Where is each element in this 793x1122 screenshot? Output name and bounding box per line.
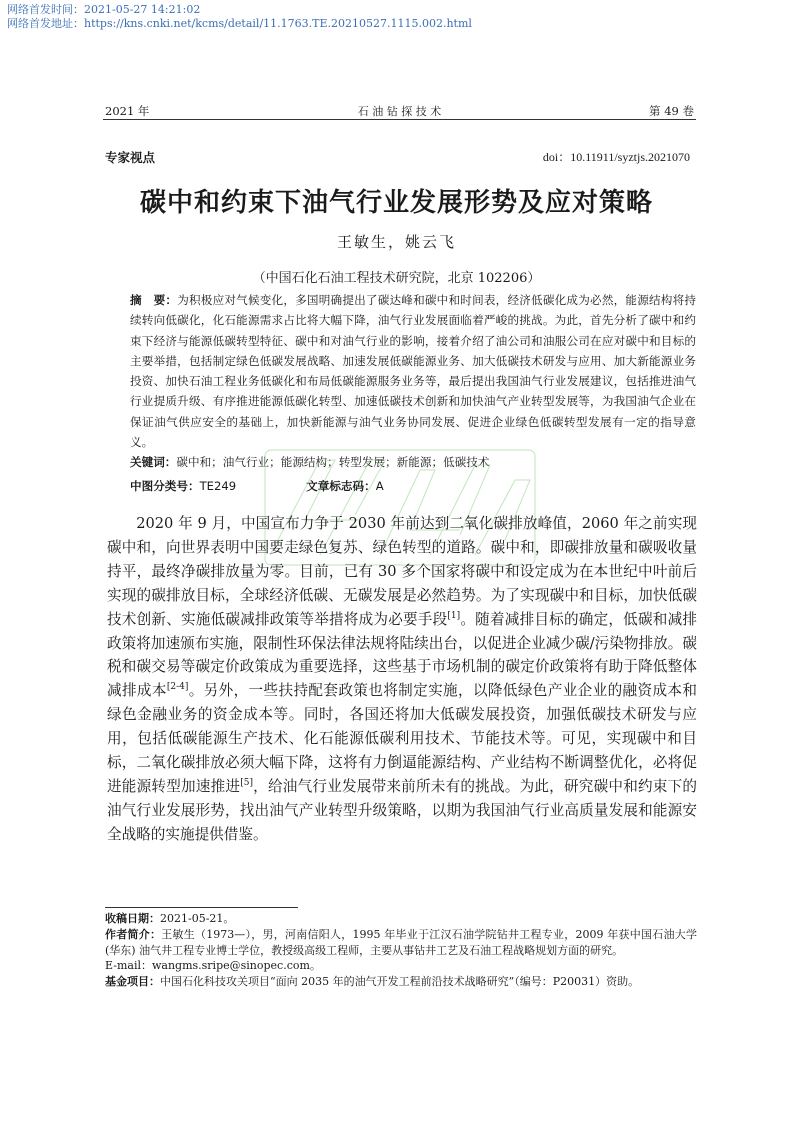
running-header-year: 2021 年 <box>105 104 150 118</box>
running-header <box>103 103 696 120</box>
author-bio-text: 王敏生（1973—），男，河南信阳人，1995 年毕业于江汉石油学院钻井工程专业，2009 年获中国石油大学(华东) 油气井工程专业博士学位，教授级高级工程师，主要从事钻井工艺及石油工程战略规划方面的研究。 <box>105 928 698 957</box>
paper-title: 碳中和约束下油气行业发展形势及应对策略 <box>139 188 653 218</box>
doi: doi：10.11911/syztjs.2021070 <box>542 150 690 164</box>
footnote-divider <box>105 907 298 908</box>
paper-affiliation: （中国石化石油工程技术研究院，北京 102206） <box>252 271 541 286</box>
body-text-4: ，给油气行业发展带来前所未有的挑战。为此，研究碳中和约束下的油气行业发展形势，找出油气产业转型升级策略，以期为我国油气行业高质量发展和能源安全战略的实施提供借鉴。 <box>107 777 697 843</box>
publish-time-value: 2021-05-27 14:21:02 <box>84 3 201 16</box>
citation-2-4[interactable]: [2-4] <box>166 682 189 693</box>
doc-code-value: A <box>375 479 384 493</box>
body-text-3: 。另外，一些扶持配套政策也将制定实施，以降低绿色产业企业的融资成本和绿色金融业务的资金成本等。同时，各国还将加大低碳发展投资，加强低碳技术研发与应用，包括低碳能源生产技术、化石能源低碳利用技术、节能技术等。可见，实现碳中和目标，二氧化碳排放必须大幅下降，这将有力倒逼能源结构、产业结构不断调整优化，必将促进能源转型加速推进 <box>107 682 697 795</box>
clc-label: 中图分类号： <box>130 479 200 493</box>
body-text-2: 。随着减排目标的确定，低碳和减排政策将加速颁布实施，限制性环保法律法规将陆续出台，以促进企业减少碳/污染物排放。碳税和碳交易等碳定价政策成为重要选择，这些基于市场机制的碳定价政策将有助于降低整体减排成本 <box>107 610 697 700</box>
doc-code-label: 文章标志码： <box>306 479 376 493</box>
running-header-volume: 第 49 卷 <box>649 104 694 118</box>
publish-time-label: 网络首发时间： <box>7 3 84 16</box>
body-paragraph-1 <box>107 512 697 847</box>
column-label: 专家视点 <box>105 150 156 165</box>
publish-url <box>7 17 472 31</box>
received-value: 2021-05-21。 <box>160 912 235 925</box>
publish-url-link[interactable]: https://kns.cnki.net/kcms/detail/11.1763.TE.20210527.1115.002.html <box>84 17 472 30</box>
email-label: E-mail： <box>105 959 152 973</box>
publish-time <box>7 3 200 17</box>
citation-1[interactable]: [1] <box>447 610 461 621</box>
keywords-label: 关键词： <box>130 455 177 469</box>
author-bio-label: 作者简介： <box>105 928 162 941</box>
body-text-1: 2020 年 9 月，中国宣布力争于 2030 年前达到二氧化碳排放峰值，2060 年之前实现碳中和，向世界表明中国要走绿色复苏、绿色转型的道路。碳中和，即碳排放量和碳吸收量持平，最终净碳排放量为零。目前，已有 30 多个国家将碳中和设定成为在本世纪中叶前后实现的碳排放目标，全球经济低碳、无碳发展是必然趋势。为了实现碳中和目标，加快低碳技术创新、实施低碳减排政策等举措将成为必要手段 <box>107 515 697 628</box>
received-label: 收稿日期： <box>105 912 160 925</box>
abstract <box>130 290 696 452</box>
keywords-text: 碳中和；油气行业；能源结构；转型发展；新能源；低碳技术 <box>176 455 490 469</box>
publish-url-label: 网络首发地址： <box>7 17 84 30</box>
running-header-journal: 石 油 钻 探 技 术 <box>357 105 442 118</box>
fund-label: 基金项目： <box>105 975 160 988</box>
fund-text: 中国石化科技攻关项目“面向 2035 年的油气开发工程前沿技术战略研究”（编号：P20031）资助。 <box>160 975 640 988</box>
paper-authors: 王敏生，姚云飞 <box>336 233 456 251</box>
abstract-text: 为积极应对气候变化，多国明确提出了碳达峰和碳中和时间表，经济低碳化成为必然，能源结构将持续转向低碳化，化石能源需求占比将大幅下降，油气行业发展面临着严峻的挑战。为此，首先分析了碳中和约束下经济与能源低碳转型特征、碳中和对油气行业的影响，接着介绍了油公司和油服公司在应对碳中和目标的主要举措，包括制定绿色低碳发展战略、加速发展低碳能源业务、加大低碳技术研发与应用、加大新能源业务投资、加快石油工程业务低碳化和布局低碳能源服务业务等，最后提出我国油气行业发展建议，包括推进油气行业提质升级、有序推进能源低碳化转型、加速低碳技术创新和加快油气产业转型发展等，为我国油气企业在保证油气供应安全的基础上，加快新能源与油气业务协同发展、促进企业绿色低碳转型发展有一定的指导意义。 <box>130 293 696 450</box>
citation-5[interactable]: [5] <box>240 778 253 789</box>
footnote-author <box>105 927 697 974</box>
footnote-fund <box>105 974 697 990</box>
clc-value: TE249 <box>199 479 237 493</box>
abstract-label: 摘 要： <box>130 293 178 307</box>
footnote-received <box>105 911 697 927</box>
email-value[interactable]: wangms.sripe@sinopec.com。 <box>151 959 321 973</box>
